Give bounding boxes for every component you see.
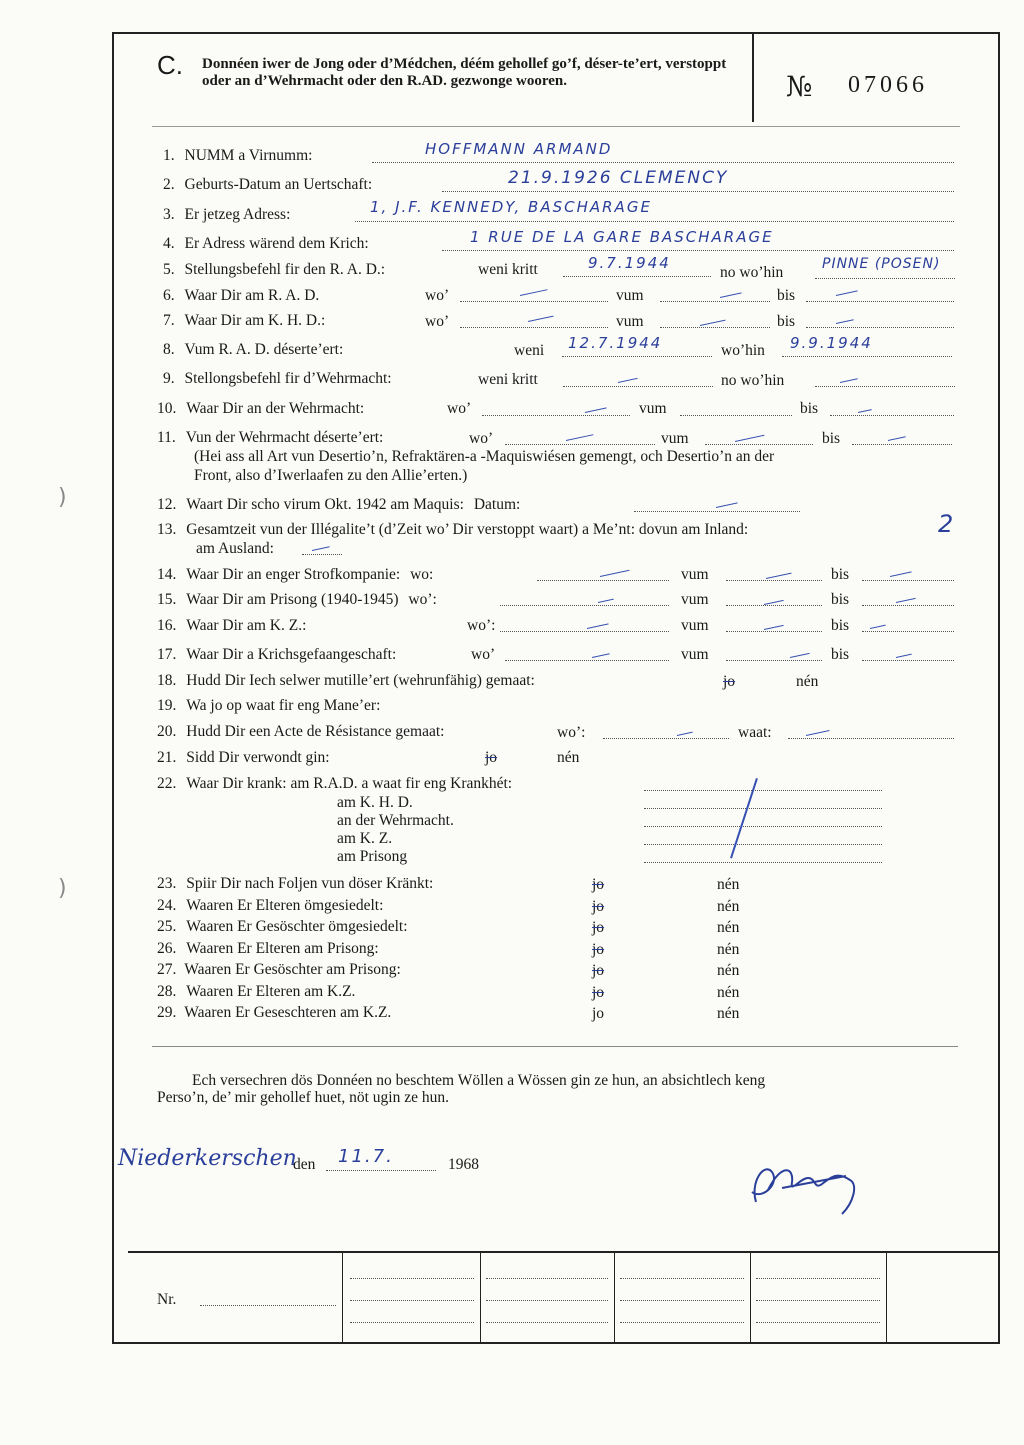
row-label: Vum R. A. D. déserte’ert: xyxy=(184,341,344,358)
binder-hole-icon: ) xyxy=(58,485,67,510)
nowohin-label: no wo’hin xyxy=(720,264,784,281)
dotted-line xyxy=(815,386,955,387)
row-label: Waar Dir krank: am R.A.D. a waat fir eng Krankhét: xyxy=(186,775,513,792)
row-label: Waar Dir am K. H. D.: xyxy=(184,312,326,329)
jo-option[interactable]: jo xyxy=(592,898,605,915)
dotted-line xyxy=(726,631,822,632)
wo-label: wo’ xyxy=(425,313,450,330)
row-label: Waar Dir am Prisong (1940-1945) xyxy=(186,591,399,608)
dotted-line xyxy=(620,1322,744,1323)
row-label: NUMM a Virnumm: xyxy=(184,147,313,164)
row-label: Gesamtzeit vun der Illégalite’t (d’Zeit wo’ Dir verstoppt waart) a Me’nt: dovun am Inland: xyxy=(186,521,749,538)
jo-option[interactable]: jo xyxy=(592,941,605,958)
dotted-line xyxy=(852,444,952,445)
row-label: Waar Dir a Krichsgefaangeschaft: xyxy=(186,646,397,663)
dotted-line xyxy=(603,738,729,739)
dotted-line xyxy=(505,660,669,661)
row-label: Waar Dir am R. A. D. xyxy=(184,287,320,304)
signature-date[interactable]: 11.7. xyxy=(338,1146,394,1167)
nen-option[interactable]: nén xyxy=(717,984,740,1001)
row-number: 8. xyxy=(163,341,175,358)
dotted-line xyxy=(680,415,792,416)
header-rule xyxy=(152,126,960,127)
row-19 xyxy=(157,697,380,715)
row-number: 24. xyxy=(157,897,177,914)
row-2 xyxy=(163,176,372,194)
row-number: 26. xyxy=(157,940,177,957)
dotted-line xyxy=(644,826,882,827)
dotted-line xyxy=(726,605,822,606)
dotted-line xyxy=(500,631,669,632)
dotted-line xyxy=(562,356,712,357)
bis-label: bis xyxy=(831,617,850,634)
bis-label: bis xyxy=(831,591,850,608)
section-rule xyxy=(152,1046,958,1047)
declaration-line: Ech versechren dös Donnéen no beschtem Wöllen a Wössen gin ze hun, an absichtlech keng xyxy=(192,1072,766,1089)
dotted-line xyxy=(620,1300,744,1301)
jo-option[interactable]: jo xyxy=(723,673,736,690)
dotted-line xyxy=(350,1322,474,1323)
row-number: 10. xyxy=(157,400,177,417)
wo-label: wo’ xyxy=(425,287,450,304)
row-26 xyxy=(157,940,379,958)
row-22 xyxy=(157,775,512,793)
datum-label: Datum: xyxy=(473,496,521,513)
row-16 xyxy=(157,617,306,635)
dotted-line xyxy=(862,605,954,606)
row-label: Stellungsbefehl fir den R. A. D.: xyxy=(184,261,386,278)
dotted-line xyxy=(815,278,955,279)
row-label: Stellongsbefehl fir d’Wehrmacht: xyxy=(184,370,392,387)
weni-label: weni xyxy=(514,342,545,359)
number-symbol: № xyxy=(786,70,813,103)
row-number: 17. xyxy=(157,646,177,663)
dotted-line xyxy=(505,444,655,445)
footer-col-line xyxy=(480,1251,481,1343)
section-letter: C. xyxy=(157,50,183,80)
row-22-sub: am K. H. D. xyxy=(337,794,413,811)
wo-label: wo’ xyxy=(471,646,496,663)
nr-label: Nr. xyxy=(157,1291,177,1308)
ausland-label: am Ausland: xyxy=(196,540,274,557)
row-22-sub: am K. Z. xyxy=(337,830,393,847)
jo-option[interactable]: jo xyxy=(592,876,605,893)
footer-col-line xyxy=(886,1251,887,1343)
dotted-line xyxy=(788,738,954,739)
jo-option[interactable]: jo xyxy=(592,962,605,979)
dotted-line xyxy=(806,301,954,302)
row-number: 18. xyxy=(157,672,177,689)
vum-label: vum xyxy=(661,430,689,447)
row-24 xyxy=(157,897,383,915)
row-label: Waaren Er Gesöschter am Prisong: xyxy=(184,961,401,978)
row-12 xyxy=(157,496,520,514)
bis-label: bis xyxy=(777,287,796,304)
dotted-line xyxy=(200,1305,336,1306)
dotted-line xyxy=(486,1322,608,1323)
dotted-line xyxy=(644,790,882,791)
dotted-line xyxy=(862,660,954,661)
row-number: 7. xyxy=(163,312,175,329)
dotted-line xyxy=(442,191,954,192)
jo-option[interactable]: jo xyxy=(592,1005,605,1022)
jo-option[interactable]: jo xyxy=(592,919,605,936)
header-divider xyxy=(752,34,754,122)
row-number: 3. xyxy=(163,206,175,223)
row-number: 16. xyxy=(157,617,177,634)
inland-months[interactable]: 2 xyxy=(938,510,956,538)
dotted-line xyxy=(726,580,822,581)
row-8 xyxy=(163,341,343,359)
bis-label: bis xyxy=(822,430,841,447)
row-label: Waar Dir an der Wehrmacht: xyxy=(186,400,365,417)
desert-date[interactable]: 12.7.1944 xyxy=(568,334,663,352)
row-25 xyxy=(157,918,408,936)
row-number: 12. xyxy=(157,496,177,513)
row-23 xyxy=(157,875,433,893)
dotted-line xyxy=(482,415,630,416)
rad-place[interactable]: PINNE (POSEN) xyxy=(822,256,941,272)
year-label: 1968 xyxy=(448,1156,479,1173)
dotted-line xyxy=(500,605,669,606)
wo-label: wo: xyxy=(410,566,434,583)
binder-hole-icon: ) xyxy=(58,876,67,901)
row-20 xyxy=(157,723,445,741)
dotted-line xyxy=(350,1278,474,1279)
footer-col-line xyxy=(342,1251,343,1343)
dotted-line xyxy=(756,1300,880,1301)
dotted-line xyxy=(756,1278,880,1279)
dotted-line xyxy=(563,276,711,277)
dotted-line xyxy=(460,301,608,302)
vum-label: vum xyxy=(681,566,709,583)
nowohin-label: no wo’hin xyxy=(721,372,785,389)
row-13 xyxy=(157,521,748,539)
wo-label: wo’: xyxy=(557,724,586,741)
row-number: 13. xyxy=(157,521,177,538)
row-28 xyxy=(157,983,355,1001)
dotted-line xyxy=(537,580,669,581)
dotted-line xyxy=(326,1170,436,1171)
row-number: 27. xyxy=(157,961,177,978)
dotted-line xyxy=(442,250,954,251)
row-label: Sidd Dir verwondt gin: xyxy=(186,749,330,766)
weni-label: weni kritt xyxy=(478,261,538,278)
row-6 xyxy=(163,287,319,305)
row-4 xyxy=(163,235,369,253)
nen-option[interactable]: nén xyxy=(717,941,740,958)
nen-option[interactable]: nén xyxy=(796,673,819,690)
row-number: 1. xyxy=(163,147,175,164)
row-number: 20. xyxy=(157,723,177,740)
row-label: Waar Dir am K. Z.: xyxy=(186,617,307,634)
row-label: Waaren Er Gesöschter ömgesiedelt: xyxy=(186,918,408,935)
dotted-line xyxy=(350,1300,474,1301)
bis-label: bis xyxy=(777,313,796,330)
wo-label: wo’: xyxy=(408,591,437,608)
row-label: Vun der Wehrmacht déserte’ert: xyxy=(185,429,384,446)
dotted-line xyxy=(756,1322,880,1323)
dotted-line xyxy=(644,844,882,845)
dotted-line xyxy=(806,327,954,328)
place-value[interactable]: Niederkerschen xyxy=(118,1146,297,1171)
row-label: Hudd Dir Iech selwer mutille’ert (wehrunfähig) gemaat: xyxy=(186,672,535,689)
row-9 xyxy=(163,370,392,388)
row-number: 9. xyxy=(163,370,175,387)
nen-option[interactable]: nén xyxy=(717,1005,740,1022)
row-number: 23. xyxy=(157,875,177,892)
waat-label: waat: xyxy=(738,724,772,741)
row-label: Waaren Er Geseschteren am K.Z. xyxy=(184,1004,392,1021)
row-label: Er Adress wärend dem Krich: xyxy=(184,235,369,252)
dotted-line xyxy=(862,580,954,581)
row-label: Er jetzeg Adress: xyxy=(184,206,291,223)
footer-col-line xyxy=(614,1251,615,1343)
nen-option[interactable]: nén xyxy=(717,962,740,979)
dotted-line xyxy=(563,386,713,387)
declaration-line: Perso’n, de’ mir gehollef huet, nöt ugin ze hun. xyxy=(157,1089,449,1106)
dotted-line xyxy=(372,162,954,163)
dotted-line xyxy=(620,1278,744,1279)
row-number: 22. xyxy=(157,775,177,792)
vum-label: vum xyxy=(616,287,644,304)
birth-value[interactable]: 21.9.1926 CLEMENCY xyxy=(508,168,729,188)
footer-col-line xyxy=(750,1251,751,1343)
jo-option[interactable]: jo xyxy=(592,984,605,1001)
row-22-sub: an der Wehrmacht. xyxy=(337,812,454,829)
dotted-line xyxy=(705,444,813,445)
row-29 xyxy=(157,1004,391,1022)
vum-label: vum xyxy=(681,646,709,663)
dotted-line xyxy=(644,862,882,863)
row-15 xyxy=(157,591,437,609)
row-11 xyxy=(157,429,383,447)
row-number: 5. xyxy=(163,261,175,278)
dotted-line xyxy=(355,221,954,222)
dotted-line xyxy=(660,301,770,302)
row-1 xyxy=(163,147,312,165)
row-label: Hudd Dir een Acte de Résistance gemaat: xyxy=(186,723,445,740)
row-number: 25. xyxy=(157,918,177,935)
row-3 xyxy=(163,206,290,224)
section-title: Donnéen iwer de Jong oder d’Médchen, déém gehollef go’f, déser-te’ert, verstoppt oder an d’Wehrmacht oder den R.AD. gezwonge wooren. xyxy=(202,56,727,89)
rad-order-date[interactable]: 9.7.1944 xyxy=(588,254,671,272)
row-label: Waaren Er Elteren ömgesiedelt: xyxy=(186,897,384,914)
signature xyxy=(742,1142,872,1218)
bis-label: bis xyxy=(800,400,819,417)
row-label: Waart Dir scho virum Okt. 1942 am Maquis: xyxy=(186,496,464,513)
row-number: 28. xyxy=(157,983,177,1000)
dotted-line xyxy=(460,327,608,328)
dotted-line xyxy=(830,415,954,416)
row-11-note: Front, also d’Iwerlaafen zu den Allie’erten.) xyxy=(194,467,468,484)
dotted-line xyxy=(644,808,882,809)
row-number: 11. xyxy=(157,429,176,446)
row-27 xyxy=(157,961,401,979)
footer-top-rule xyxy=(128,1251,1000,1253)
dotted-line xyxy=(486,1278,608,1279)
dotted-line xyxy=(486,1300,608,1301)
dotted-line xyxy=(634,511,800,512)
vum-label: vum xyxy=(681,617,709,634)
wo-label: wo’ xyxy=(447,400,472,417)
address-value[interactable]: 1, J.F. KENNEDY, BASCHARAGE xyxy=(370,198,652,216)
wo-label: wo’: xyxy=(467,617,496,634)
row-14 xyxy=(157,566,433,584)
row-label: Waaren Er Elteren am Prisong: xyxy=(186,940,379,957)
nen-option[interactable]: nén xyxy=(717,876,740,893)
row-label: Spiir Dir nach Foljen vun döser Kränkt: xyxy=(186,875,434,892)
row-number: 15. xyxy=(157,591,177,608)
row-number: 6. xyxy=(163,287,175,304)
row-17 xyxy=(157,646,396,664)
den-label: den xyxy=(293,1156,316,1173)
weni-label: weni kritt xyxy=(478,371,538,388)
nen-option[interactable]: nén xyxy=(717,919,740,936)
bis-label: bis xyxy=(831,566,850,583)
row-21 xyxy=(157,749,330,767)
vum-label: vum xyxy=(639,400,667,417)
row-22-sub: am Prisong xyxy=(337,848,408,865)
bis-label: bis xyxy=(831,646,850,663)
vum-label: vum xyxy=(681,591,709,608)
row-number: 21. xyxy=(157,749,177,766)
form-number: 07066 xyxy=(848,72,928,98)
dotted-line xyxy=(302,554,342,555)
name-value[interactable]: HOFFMANN ARMAND xyxy=(425,140,613,158)
row-7 xyxy=(163,312,325,330)
desert-date-2[interactable]: 9.9.1944 xyxy=(790,334,873,352)
jo-option[interactable]: jo xyxy=(485,749,498,766)
row-label: Waar Dir an enger Strofkompanie: xyxy=(186,566,401,583)
war-address-value[interactable]: 1 RUE DE LA GARE BASCHARAGE xyxy=(470,228,774,246)
row-label: Geburts-Datum an Uertschaft: xyxy=(184,176,373,193)
row-number: 2. xyxy=(163,176,175,193)
row-5 xyxy=(163,261,385,279)
row-number: 29. xyxy=(157,1004,177,1021)
row-label: Waaren Er Elteren am K.Z. xyxy=(186,983,356,1000)
row-10 xyxy=(157,400,364,418)
row-11-note: (Hei ass all Art vun Desertio’n, Refraktären-a -Maquiswiésen gemengt, och Desertio’n an der xyxy=(194,448,775,465)
row-number: 19. xyxy=(157,697,177,714)
row-label: Wa jo op waat fir eng Mane’er: xyxy=(186,697,381,714)
vum-label: vum xyxy=(616,313,644,330)
nen-option[interactable]: nén xyxy=(557,749,580,766)
row-number: 4. xyxy=(163,235,175,252)
dotted-line xyxy=(782,356,952,357)
nen-option[interactable]: nén xyxy=(717,898,740,915)
wo-label: wo’ xyxy=(469,430,494,447)
dotted-line xyxy=(660,327,770,328)
dotted-line xyxy=(862,631,954,632)
row-number: 14. xyxy=(157,566,177,583)
wohin-label: wo’hin xyxy=(721,342,765,359)
row-18 xyxy=(157,672,535,690)
dotted-line xyxy=(726,660,822,661)
